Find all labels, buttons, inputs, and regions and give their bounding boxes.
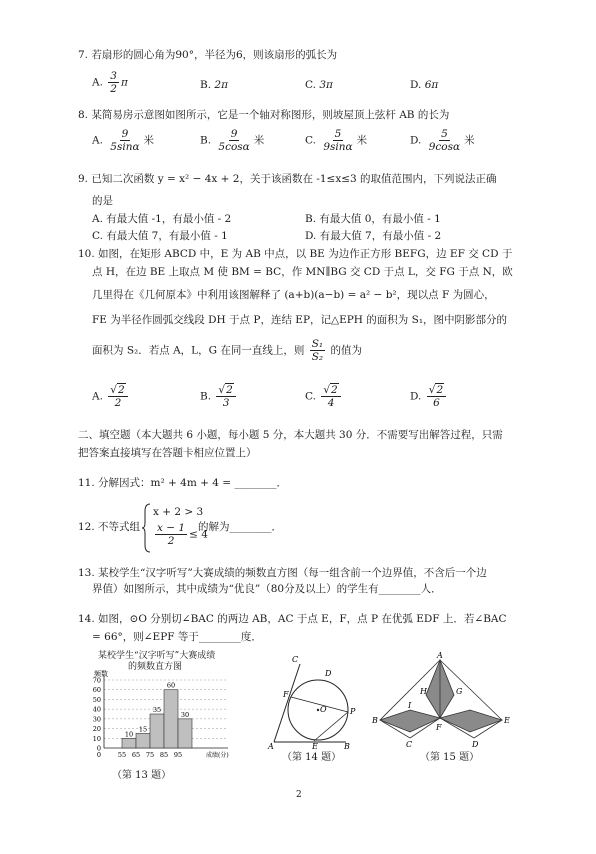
q9-stem: 9. 已知二次函数 y = x² − 4x + 2，关于该函数在 -1≤x≤3 的取值范围内，下列说法正确 <box>78 173 497 185</box>
label-a: A <box>437 651 443 660</box>
chart-subtitle: 的频数直方图 <box>128 662 183 672</box>
q7-stem: 7. 若扇形的圆心角为90°，半径为6，则该扇形的弧长为 <box>78 49 338 61</box>
q13-line-2: 界值）如图所示，其中成绩为“优良”（80分及以上）的学生有________人． <box>92 583 442 595</box>
q10-option-c: C. $\frac{√2}{4}$ <box>305 384 343 409</box>
q9-option-a: A. 有最大值 -1，有最小值 - 2 <box>92 213 232 225</box>
y-tick-label: 30 <box>92 715 101 724</box>
label-p: P <box>350 707 356 716</box>
label-d: D <box>325 669 332 678</box>
caption-13: （第 13 题） <box>112 770 172 781</box>
page-number: 2 <box>296 790 302 800</box>
q9-option-d: D. 有最大值 7，有最小值 - 2 <box>305 230 442 242</box>
label-e: E <box>504 716 510 725</box>
q10-line-2: 点 H，在边 BE 上取点 M 使 BM = BC，作 MN∥BG 交 CD 于点 L，交 FG 于点 N，欧 <box>92 266 513 278</box>
q12-tail: 的解为________． <box>198 521 282 533</box>
label-o: O <box>320 705 327 714</box>
x-tick-label: 55 <box>117 751 127 759</box>
q9-option-b: B. 有最大值 0，有最小值 - 1 <box>305 213 441 225</box>
label-i: I <box>408 701 412 710</box>
y-tick-label: 50 <box>92 695 101 704</box>
q9-option-c: C. 有最大值 7，有最小值 - 1 <box>92 230 228 242</box>
q10-line-5: 面积为 S₂．若点 A，L，G 在同一直线上，则 $\frac{\text{S₁}}{\text{S₂}}$ 的值为 <box>92 338 362 363</box>
shape-right-kite <box>440 710 502 732</box>
center-o <box>317 709 319 711</box>
q10-option-a: A. $\frac{√2}{2}$ <box>92 384 130 409</box>
q10-line-3: 几里得在《几何原本》中利用该图解释了 (a+b)(a−b) = a² − b²，现以点 F 为圆心， <box>92 289 495 301</box>
q7-option-c: C. 3π <box>305 79 333 91</box>
y-tick-label: 0 <box>96 744 101 753</box>
x-tick-label: 65 <box>131 751 141 759</box>
x-tick-label: 95 <box>173 751 183 759</box>
q14-line-2: = 66°，则∠EPF 等于________度． <box>92 631 262 643</box>
label-f: F <box>283 690 289 699</box>
x-tick-label: 85 <box>159 751 169 759</box>
y-tick-label: 40 <box>92 705 101 714</box>
figure-14-diagram <box>262 650 362 750</box>
q10-option-b: B. $\frac{√2}{3}$ <box>200 384 238 409</box>
bar <box>164 690 178 748</box>
data-label: 30 <box>180 710 190 719</box>
q7-option-b: B. 2π <box>200 79 228 91</box>
q14-line-1: 14. 如图，⊙O 分别切∠BAC 的两边 AB，AC 于点 E，F，点 P 在优弧 EDF 上．若∠BAC <box>78 613 507 625</box>
q9-stem-cont: 的是 <box>92 195 113 207</box>
q7-option-d: D. 6π <box>410 79 439 91</box>
bar <box>122 738 136 748</box>
q7-option-a: A. $\frac{3}{2}$ π <box>92 70 128 95</box>
x-axis-label: 成绩(分) <box>206 752 229 759</box>
y-tick-label: 10 <box>92 734 101 743</box>
x-tick-label: 75 <box>145 751 155 759</box>
label-b: B <box>344 742 350 750</box>
section-2-heading: 二、填空题（本大题共 6 小题，每小题 5 分，本大题共 30 分．不需要写出解答过程，只需 <box>78 429 503 441</box>
q8-option-c: C. $\frac{5}{9\sin\alpha}$ 米 <box>305 128 368 153</box>
q12-label: 12. 不等式组 <box>78 521 141 533</box>
origin-label: 0 <box>96 751 101 759</box>
q8-stem: 8. 某简易房示意图如图所示，它是一个轴对称图形，则坡屋顶上弦杆 AB 的长为 <box>78 109 450 121</box>
q13-line-1: 13. 某校学生“汉字听写”大赛成绩的频数直方图（每一组含前一个边界值，不含后一个边 <box>78 567 487 579</box>
label-c: C <box>292 655 299 664</box>
data-label: 10 <box>124 730 134 739</box>
shape-left-kite <box>380 710 440 732</box>
q8-option-d: D. $\frac{5}{9\cos\alpha}$ 米 <box>410 128 475 153</box>
q12-brace <box>142 503 152 553</box>
histogram-figure <box>78 648 238 766</box>
q8-option-a: A. $\frac{9}{5\sin\alpha}$ 米 <box>92 128 155 153</box>
q10-line-1: 10. 如图，在矩形 ABCD 中，E 为 AB 中点，以 BE 为边作正方形 BEFG，边 EF 交 CD 于 <box>78 248 513 260</box>
data-label: 15 <box>138 725 148 734</box>
q11: 11. 分解因式：m² + 4m + 4 = ________． <box>78 477 287 489</box>
caption-15: （第 15 题） <box>420 752 480 763</box>
bar <box>136 733 150 748</box>
data-label: 60 <box>166 681 176 690</box>
chart-title: 某校学生“汉字听写”大赛成绩 <box>98 651 216 661</box>
caption-14: （第 14 题） <box>282 752 342 763</box>
q8-option-b: B. $\frac{9}{5\cos\alpha}$ 米 <box>200 128 265 153</box>
label-d: D <box>472 740 479 749</box>
y-tick-label: 20 <box>92 725 101 734</box>
histogram-chart <box>78 670 238 770</box>
q12-row-2: $\frac{x - 1}{2}$ ≤ 4 <box>157 522 208 547</box>
bar <box>150 714 164 748</box>
label-a: A <box>268 742 274 750</box>
label-e: E <box>312 742 318 750</box>
q12-row-1: x + 2 > 3 <box>153 506 204 518</box>
y-tick-label: 60 <box>92 686 101 695</box>
label-f: F <box>436 723 442 732</box>
data-label: 35 <box>152 706 162 714</box>
label-b: B <box>372 716 378 725</box>
label-c: C <box>406 740 413 749</box>
q10-line-4: FE 为半径作圆弧交线段 DH 于点 P，连结 EP，记△EPH 的面积为 S₁，图中阴影部分的 <box>92 314 508 326</box>
section-2-heading-cont: 把答案直接填写在答题卡相应位置上） <box>78 447 257 459</box>
bar <box>178 719 192 748</box>
y-axis-label: 频数 <box>94 670 108 678</box>
y-tick-label: 70 <box>92 676 101 685</box>
label-h: H <box>420 687 427 696</box>
label-g: G <box>456 687 463 696</box>
q10-option-d: D. $\frac{√2}{6}$ <box>410 384 448 409</box>
figure-15-diagram <box>370 650 520 750</box>
